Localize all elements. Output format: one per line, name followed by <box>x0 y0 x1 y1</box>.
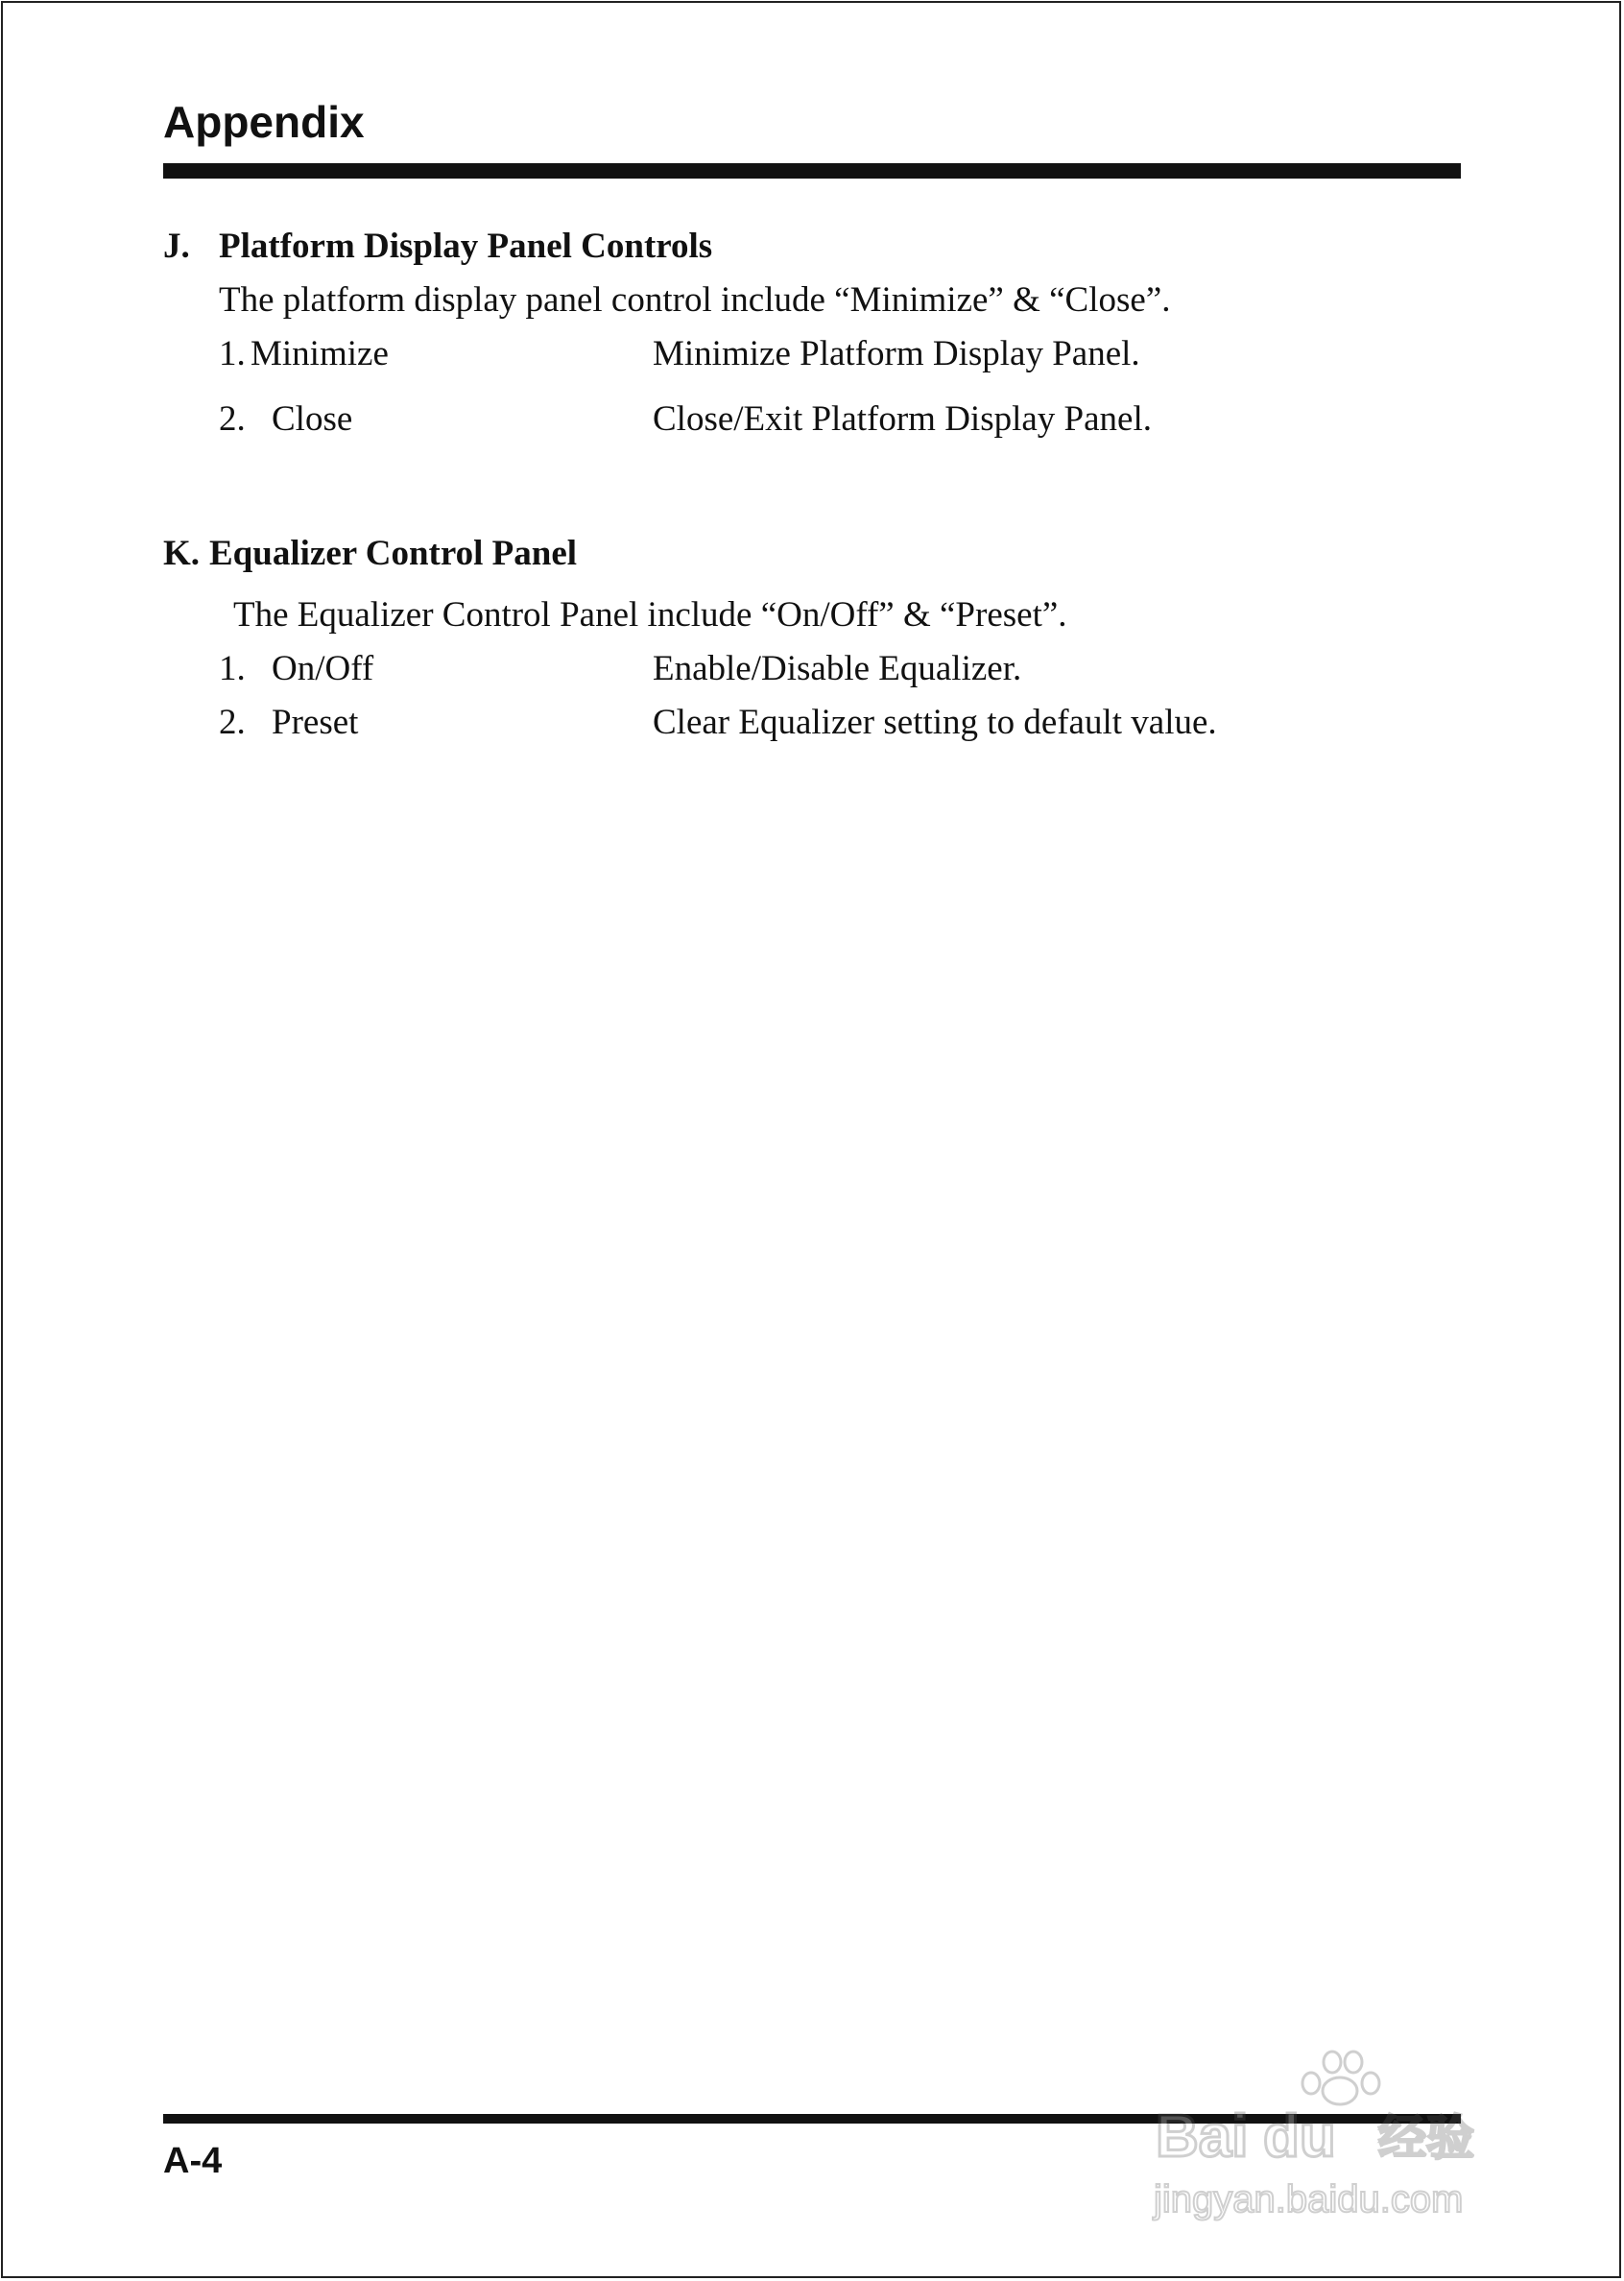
svg-text:Bai: Bai <box>1156 2103 1249 2170</box>
item-description: Enable/Disable Equalizer. <box>653 649 1022 688</box>
list-item <box>0 401 1624 440</box>
item-number: 2. <box>219 703 246 742</box>
item-number: 1. <box>219 334 246 373</box>
list-item <box>0 705 1624 743</box>
item-description: Clear Equalizer setting to default value. <box>653 703 1217 742</box>
svg-text:经验: 经验 <box>1378 2110 1474 2166</box>
header-rule <box>163 163 1461 179</box>
item-term: On/Off <box>272 649 374 688</box>
section-title: Platform Display Panel Controls <box>219 227 713 266</box>
list-item <box>0 651 1624 689</box>
item-description: Close/Exit Platform Display Panel. <box>653 399 1153 439</box>
item-term: Close <box>272 399 353 439</box>
section-letter: J. <box>163 227 190 266</box>
section-intro: The Equalizer Control Panel include “On/Off” & “Preset”. <box>233 595 1067 635</box>
item-number: 1. <box>219 649 246 688</box>
page-number: A-4 <box>163 2141 223 2181</box>
section-heading-k <box>163 536 577 571</box>
item-number: 2. <box>219 399 246 439</box>
page-header-title: Appendix <box>163 97 365 147</box>
section-intro: The platform display panel control include “Minimize” & “Close”. <box>219 280 1171 320</box>
item-term: Minimize <box>251 334 389 373</box>
item-description: Minimize Platform Display Panel. <box>653 334 1140 373</box>
item-term: Preset <box>272 703 359 742</box>
section-title: Equalizer Control Panel <box>209 534 578 573</box>
baidu-watermark-logo <box>1148 2041 1532 2233</box>
section-letter: K. <box>163 534 201 573</box>
section-heading-j <box>163 228 712 264</box>
list-item <box>0 336 1624 374</box>
svg-text:jingyan.baidu.com: jingyan.baidu.com <box>1154 2178 1464 2221</box>
svg-text:du: du <box>1263 2103 1336 2170</box>
